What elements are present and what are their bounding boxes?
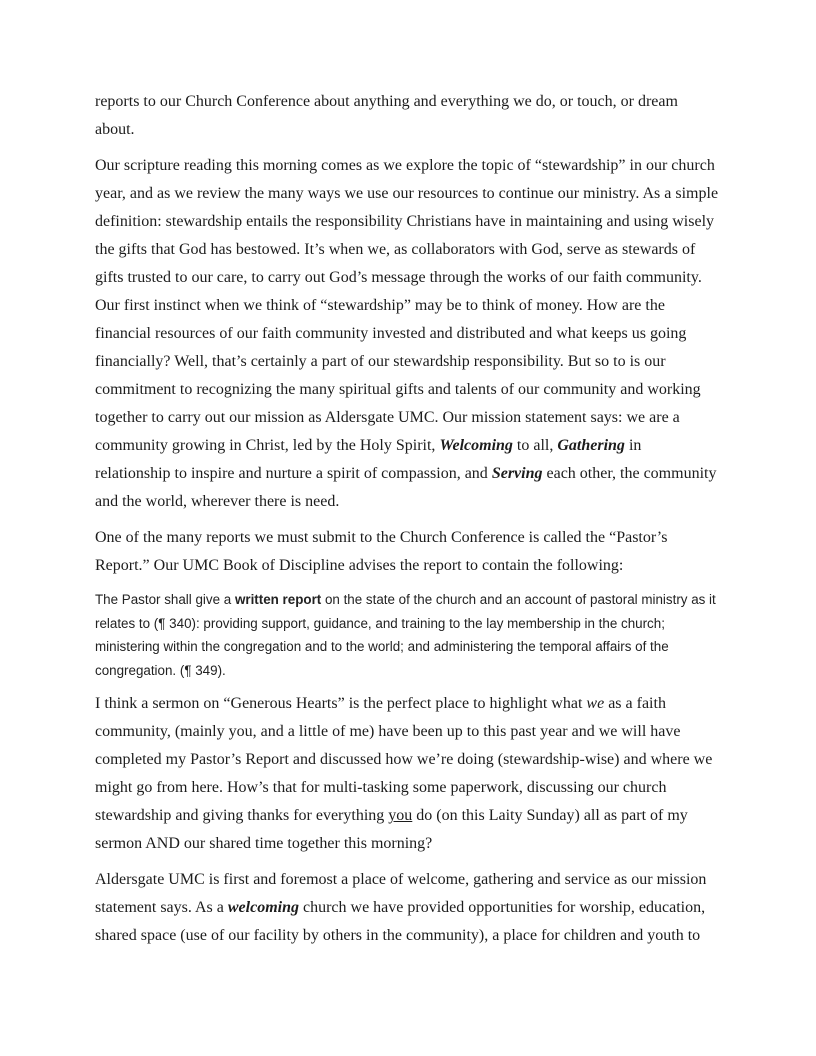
body-paragraph: [95, 524, 720, 580]
text-run: you: [388, 807, 413, 824]
text-run: Aldersgate UMC is first and foremost a place of welcome, gathering and service as our mission statement says. As a: [95, 871, 707, 916]
text-run: each other, the community and the world, wherever there is need.: [95, 465, 717, 510]
text-run: church we have provided opportunities for worship, education, shared space (use of our facility by others in the community), a place for children and youth to: [95, 899, 706, 944]
text-run: Welcoming: [439, 437, 513, 454]
body-paragraph: [95, 88, 720, 144]
text-run: welcoming: [227, 899, 299, 916]
text-run: do (on this Laity Sunday) all as part of my sermon AND our shared time together this morning?: [95, 807, 688, 852]
text-run: written report: [234, 592, 322, 607]
document-body: [95, 88, 720, 950]
text-run: Our scripture reading this morning comes as we explore the topic of “stewardship” in our church year, and as we review the many ways we use our resources to continue our ministry. As a simple definition: stewardship entails the responsibility Christians have in maintaining and using wisely the gifts that God has bestowed. It’s when we, as collaborators with God, serve as stewards of gifts trusted to our care, to carry out God’s message through the works of our faith community. Our first instinct when we think of “stewardship” may be to think of money. How are the financial resources of our faith community invested and distributed and what keeps us going financially? Well, that’s certainly a part of our stewardship responsibility. But so to is our commitment to recognizing the many spiritual gifts and talents of our community and working together to carry out our mission as Aldersgate UMC. Our mission statement says: we are a community growing in Christ, led by the Holy Spirit,: [95, 157, 719, 454]
text-run: we: [586, 695, 605, 712]
text-run: as a faith community, (mainly you, and a little of me) have been up to this past year and we will have completed my Pastor’s Report and discussed how we’re doing (stewardship-wise) and where we might go from here. How’s that for multi-tasking some paperwork, discussing our church stewardship and giving thanks for everything: [95, 695, 713, 824]
block-quote-paragraph: [95, 588, 720, 682]
text-run: The Pastor shall give a: [95, 592, 235, 607]
body-paragraph: [95, 690, 720, 858]
text-run: to all,: [512, 437, 558, 454]
text-run: I think a sermon on “Generous Hearts” is the perfect place to highlight what: [95, 695, 587, 712]
text-run: on the state of the church and an account of pastoral ministry as it relates to (¶ 340): providing support, guidance, and training to the lay membership in the church; ministering within the congregation and to the world; and administering the temporal affairs of the congregation. (¶ 349).: [95, 592, 716, 678]
text-run: reports to our Church Conference about anything and everything we do, or touch, or dream about.: [95, 93, 678, 138]
text-run: One of the many reports we must submit to the Church Conference is called the “Pastor’s Report.” Our UMC Book of Discipline advises the report to contain the following:: [95, 529, 668, 574]
body-paragraph: [95, 866, 720, 950]
text-run: Serving: [491, 465, 543, 482]
body-paragraph: [95, 152, 720, 516]
text-run: in relationship to inspire and nurture a spirit of compassion, and: [95, 437, 642, 482]
text-run: Gathering: [557, 437, 625, 454]
